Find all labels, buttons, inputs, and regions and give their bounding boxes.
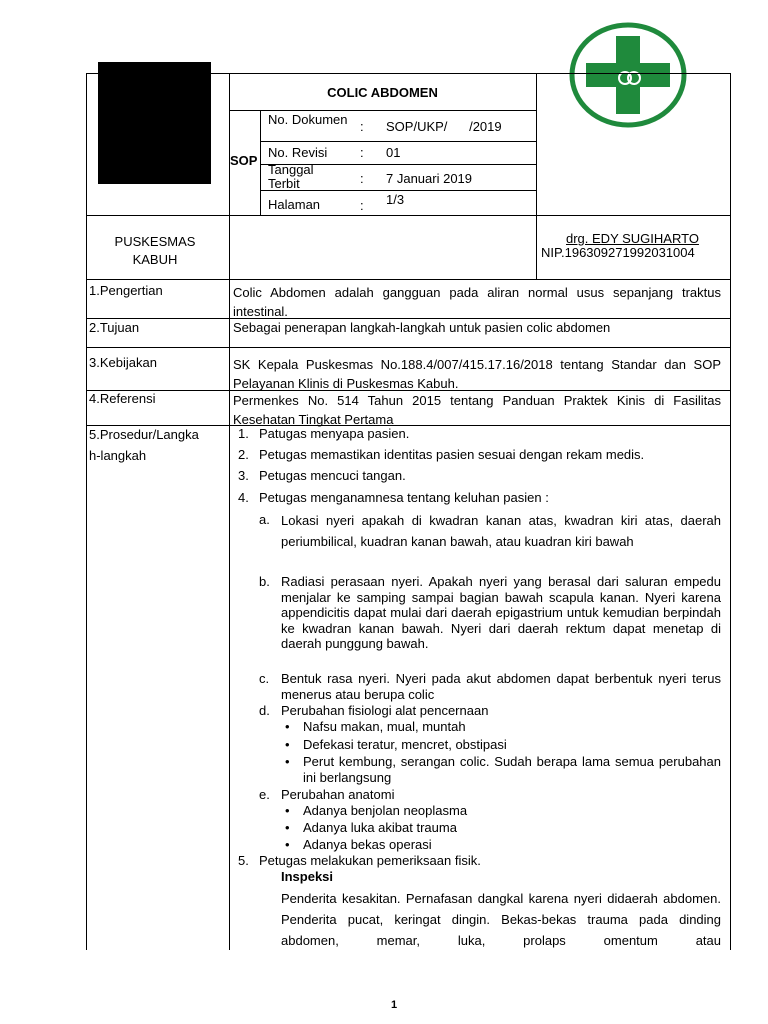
substep-text: Perubahan anatomi <box>281 787 395 802</box>
bullet-icon: • <box>285 837 290 852</box>
field-sep: : <box>360 171 364 186</box>
substep-letter: b. <box>259 574 270 589</box>
field-label-tanggal-terbit: Tanggal Terbit <box>268 162 314 191</box>
bullet-text: Adanya benjolan neoplasma <box>303 803 468 818</box>
signer-nip: NIP.196309271992031004 <box>541 245 695 260</box>
puskesmas-logo <box>568 20 688 130</box>
substep-letter: a. <box>259 512 270 527</box>
substep-letter: d. <box>259 703 270 718</box>
bullet-text: Adanya luka akibat trauma <box>303 820 457 835</box>
label-prosedur-1: 5.Prosedur/Langka <box>89 427 199 442</box>
inspeksi-text: Penderita kesakitan. Pernafasan dangkal karena nyeri didaerah abdomen. Penderita pucat, keringat dingin. Bekas-bekas trauma pada dinding abdomen, memar, luka, prolaps omentum atau <box>281 891 721 948</box>
bullet-text: Defekasi teratur, mencret, obstipasi <box>303 737 507 752</box>
field-label-no-dokumen: No. Dokumen <box>268 112 348 127</box>
step-text: Petugas mencuci tangan. <box>259 468 406 483</box>
redacted-logo-block <box>98 62 211 184</box>
bullet-text: Nafsu makan, mual, muntah <box>303 719 466 734</box>
substep-text: Perubahan fisiologi alat pencernaan <box>281 703 489 718</box>
field-value-no-revisi: 01 <box>386 145 401 160</box>
document-title: COLIC ABDOMEN <box>327 85 438 100</box>
org-name: PUSKESMAS KABUH <box>114 234 196 267</box>
substep-text: Bentuk rasa nyeri. Nyeri pada akut abdomen dapat berbentuk nyeri terus menerus atau berupa colic <box>281 671 721 702</box>
sop-label: SOP <box>230 153 258 168</box>
field-divider <box>260 141 536 142</box>
field-sep: : <box>360 119 364 134</box>
field-label-halaman: Halaman <box>268 197 321 212</box>
header-bottom <box>86 215 730 216</box>
page-number: 1 <box>390 999 398 1011</box>
substep-letter: c. <box>259 671 270 686</box>
table-border-left <box>86 73 87 950</box>
field-value-no-dokumen: SOP/UKP/ /2019 <box>386 119 502 134</box>
step-number: 5. <box>238 853 249 868</box>
step-number: 2. <box>238 447 249 462</box>
row-divider <box>86 279 730 280</box>
label-referensi: 4.Referensi <box>89 391 156 406</box>
header-right-divider <box>536 73 537 279</box>
label-pengertian: 1.Pengertian <box>89 283 163 298</box>
field-sep: : <box>360 145 364 160</box>
field-value-halaman: 1/3 <box>386 192 405 207</box>
bullet-text: Perut kembung, serangan colic. Sudah berapa lama semua perubahan ini berlangsung <box>303 754 721 785</box>
text-pengertian: Colic Abdomen adalah gangguan pada aliran normal usus sepanjang traktus intestinal. <box>233 285 721 319</box>
step-number: 4. <box>238 490 249 505</box>
step-number: 1. <box>238 426 249 441</box>
label-kebijakan: 3.Kebijakan <box>89 355 157 370</box>
text-kebijakan: SK Kepala Puskesmas No.188.4/007/415.17.16/2018 tentang Standar dan SOP Pelayanan Klinis di Puskesmas Kabuh. <box>233 357 721 391</box>
bullet-icon: • <box>285 820 290 835</box>
bullet-icon: • <box>285 803 290 818</box>
label-prosedur-2: h-langkah <box>89 448 147 463</box>
step-text: Petugas menganamnesa tentang keluhan pasien : <box>259 490 549 505</box>
substep-letter: e. <box>259 787 270 802</box>
label-tujuan: 2.Tujuan <box>89 320 140 335</box>
step-text: Patugas menyapa pasien. <box>259 426 410 441</box>
bullet-icon: • <box>285 719 290 734</box>
field-label-no-revisi: No. Revisi <box>268 145 328 160</box>
field-value-tanggal-terbit: 7 Januari 2019 <box>386 171 473 186</box>
step-number: 3. <box>238 468 249 483</box>
bullet-text: Adanya bekas operasi <box>303 837 432 852</box>
field-sep: : <box>360 198 364 213</box>
sop-divider <box>260 110 261 215</box>
table-border-top <box>86 73 730 74</box>
row-divider <box>86 347 730 348</box>
step-text: Petugas memastikan identitas pasien sesuai dengan rekam medis. <box>259 447 645 462</box>
table-border-right <box>730 73 731 950</box>
column-divider <box>229 73 230 950</box>
substep-text: Radiasi perasaan nyeri. Apakah nyeri yang berasal dari saluran empedu menjalar ke samping sampai bagian bawah scapula kanan. Nyeri karena appendicitis dapat mulai dari daerah epigastrium untuk kemudian berpindah ke kwadran kanan bawah. Nyeri dari daerah rektum dapat menetap di daerah punggung bawah. <box>281 574 721 651</box>
substep-text: Lokasi nyeri apakah di kwadran kanan atas, kwadran kiri atas, daerah periumbilical, kuadran kanan bawah, atau kuadran kiri bawah <box>281 513 721 549</box>
title-divider <box>229 110 536 111</box>
bullet-icon: • <box>285 754 290 769</box>
bullet-icon: • <box>285 737 290 752</box>
inspeksi-title: Inspeksi <box>281 869 334 884</box>
text-referensi: Permenkes No. 514 Tahun 2015 tentang Panduan Praktek Kinis di Fasilitas Kesehatan Tingkat Pertama <box>233 393 721 427</box>
text-tujuan: Sebagai penerapan langkah-langkah untuk pasien colic abdomen <box>233 320 611 335</box>
step-text: Petugas melakukan pemeriksaan fisik. <box>259 853 481 868</box>
signer-name: drg. EDY SUGIHARTO <box>566 231 699 246</box>
